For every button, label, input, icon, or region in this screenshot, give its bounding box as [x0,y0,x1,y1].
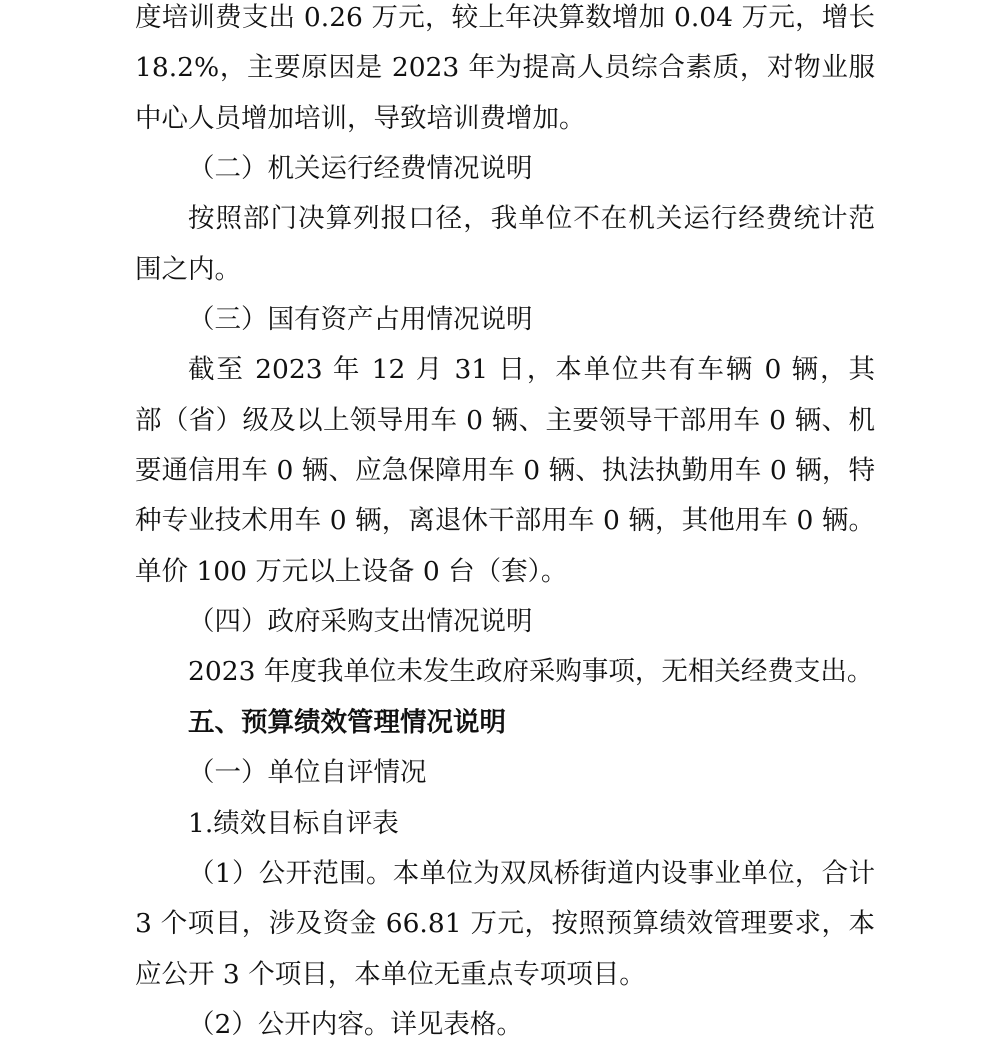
paragraph-line: （2）公开内容。详见表格。 [188,1008,523,1040]
paragraph-line: 18.2%，主要原因是 2023 年为提高人员综合素质，对物业服 [135,52,875,84]
paragraph-line: 按照部门决算列报口径，我单位不在机关运行经费统计范 [188,203,875,235]
subsection-heading-self-evaluation-table: 1.绩效目标自评表 [188,807,399,839]
chapter-heading-performance-management: 五、预算绩效管理情况说明 [188,706,506,738]
paragraph-line: 种专业技术用车 0 辆，离退休干部用车 0 辆，其他用车 0 辆。 [135,505,875,537]
paragraph-line: 要通信用车 0 辆、应急保障用车 0 辆、执法执勤用车 0 辆，特 [135,455,875,487]
paragraph-line: 应公开 3 个项目，本单位无重点专项项目。 [135,958,646,990]
section-heading-government-procurement: （四）政府采购支出情况说明 [188,606,533,638]
paragraph-line: 截至 2023 年 12 月 31 日，本单位共有车辆 0 辆，其 [188,354,875,386]
section-heading-state-assets: （三）国有资产占用情况说明 [188,304,533,336]
paragraph-line: 度培训费支出 0.26 万元，较上年决算数增加 0.04 万元，增长 [135,2,875,33]
paragraph-line: 中心人员增加培训，导致培训费增加。 [135,102,586,134]
paragraph-line: （1）公开范围。本单位为双凤桥街道内设事业单位，合计 [188,857,875,889]
paragraph-line: 单价 100 万元以上设备 0 台（套）。 [135,555,568,587]
paragraph-line: 2023 年度我单位未发生政府采购事项，无相关经费支出。 [188,656,874,688]
paragraph-line: 围之内。 [135,253,241,285]
paragraph-line: 部（省）级及以上领导用车 0 辆、主要领导干部用车 0 辆、机 [135,404,875,436]
document-body [135,0,875,1043]
section-heading-self-evaluation: （一）单位自评情况 [188,757,427,789]
paragraph-line: 3 个项目，涉及资金 66.81 万元，按照预算绩效管理要求，本 [135,908,875,940]
section-heading-operating-expenses: （二）机关运行经费情况说明 [188,153,533,185]
